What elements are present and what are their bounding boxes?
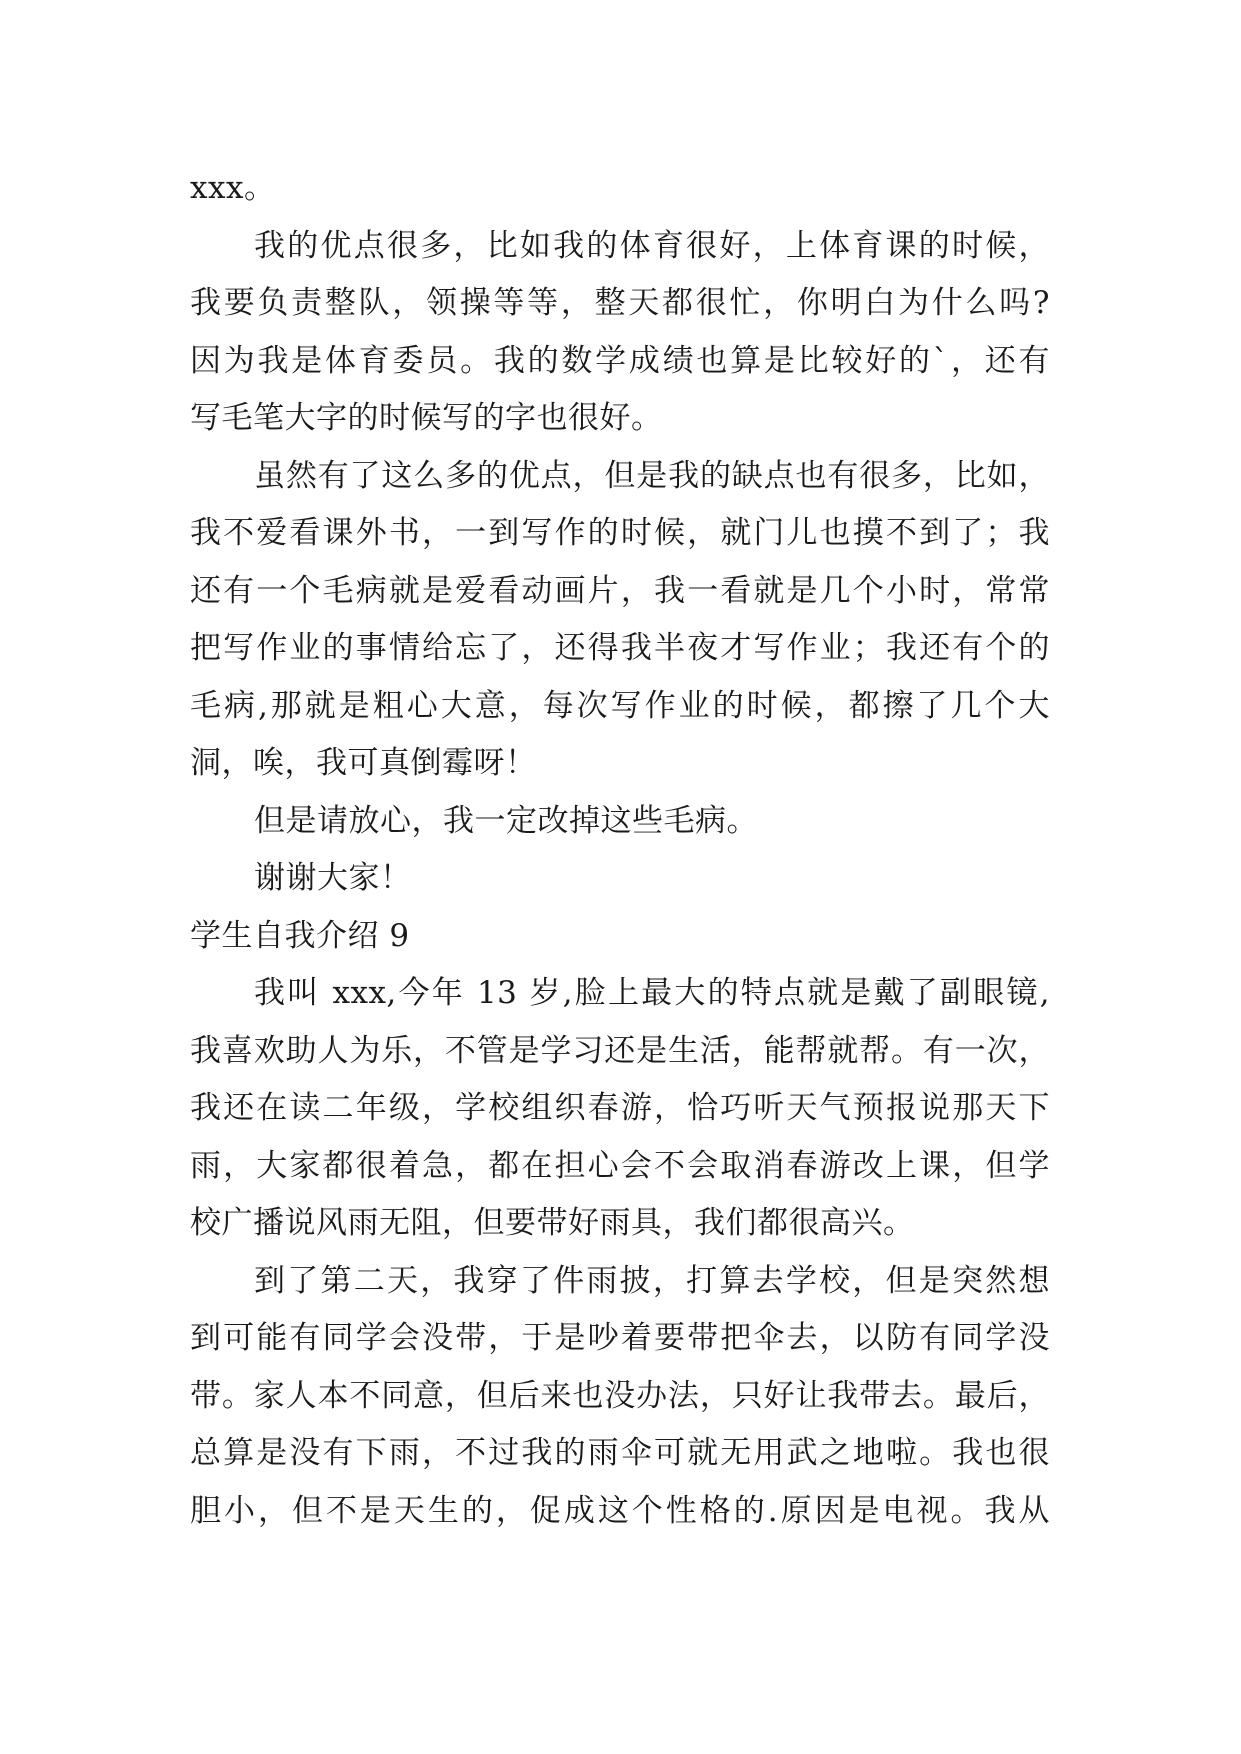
text-line: 到可能有同学会没带，于是吵着要带把伞去，以防有同学没 (190, 1320, 1050, 1356)
paragraph (190, 160, 1050, 218)
text-line: 雨，大家都很着急，都在担心会不会取消春游改上课，但学 (190, 1147, 1050, 1184)
paragraph (190, 1253, 1050, 1541)
text-line: 胆小，但不是天生的，促成这个性格的.原因是电视。我从 (190, 1492, 1050, 1529)
paragraph (190, 448, 1050, 793)
text-line: 我叫 xxx,今年 13 岁,脸上最大的特点就是戴了副眼镜, (254, 975, 1050, 1011)
paragraph (190, 965, 1050, 1253)
text-line: 我不爱看课外书，一到写作的时候，就门儿也摸不到了；我 (190, 515, 1050, 551)
text-line: xxx。 (190, 170, 276, 206)
text-line: 写毛笔大字的时候写的字也很好。 (190, 400, 663, 436)
text-line: 但是请放心，我一定改掉这些毛病。 (254, 802, 758, 839)
paragraph (190, 850, 1050, 908)
text-line: 谢谢大家！ (254, 860, 412, 896)
text-line: 还有一个毛病就是爱看动画片，我一看就是几个小时，常常 (190, 572, 1050, 609)
text-line: 校广播说风雨无阻，但要带好雨具，我们都很高兴。 (190, 1205, 915, 1241)
text-line: 我要负责整队，领操等等，整天都很忙，你明白为什么吗? (190, 285, 1050, 321)
text-line: 我的优点很多，比如我的体育很好，上体育课的时候， (254, 227, 1050, 264)
text-line: 我还在读二年级，学校组织春游，恰巧听天气预报说那天下 (190, 1090, 1050, 1126)
text-line: 虽然有了这么多的优点，但是我的缺点也有很多，比如， (254, 457, 1050, 494)
text-line: 到了第二天，我穿了件雨披，打算去学校，但是突然想 (254, 1262, 1050, 1299)
section-heading: 学生自我介绍 9 (190, 917, 410, 954)
document-body (190, 160, 1050, 1540)
text-line: 毛病,那就是粗心大意，每次写作业的时候，都擦了几个大 (190, 687, 1050, 724)
text-line: 我喜欢助人为乐，不管是学习还是生活，能帮就帮。有一次， (190, 1032, 1050, 1069)
text-line: 把写作业的事情给忘了，还得我半夜才写作业；我还有个的 (190, 630, 1050, 666)
text-line: 因为我是体育委员。我的数学成绩也算是比较好的`，还有 (190, 342, 1050, 379)
text-line: 带。家人本不同意，但后来也没办法，只好让我带去。最后， (190, 1377, 1050, 1414)
text-line: 总算是没有下雨，不过我的雨伞可就无用武之地啦。我也很 (190, 1435, 1050, 1471)
paragraph (190, 793, 1050, 851)
paragraph (190, 218, 1050, 448)
text-line: 洞，唉，我可真倒霉呀！ (190, 745, 537, 781)
